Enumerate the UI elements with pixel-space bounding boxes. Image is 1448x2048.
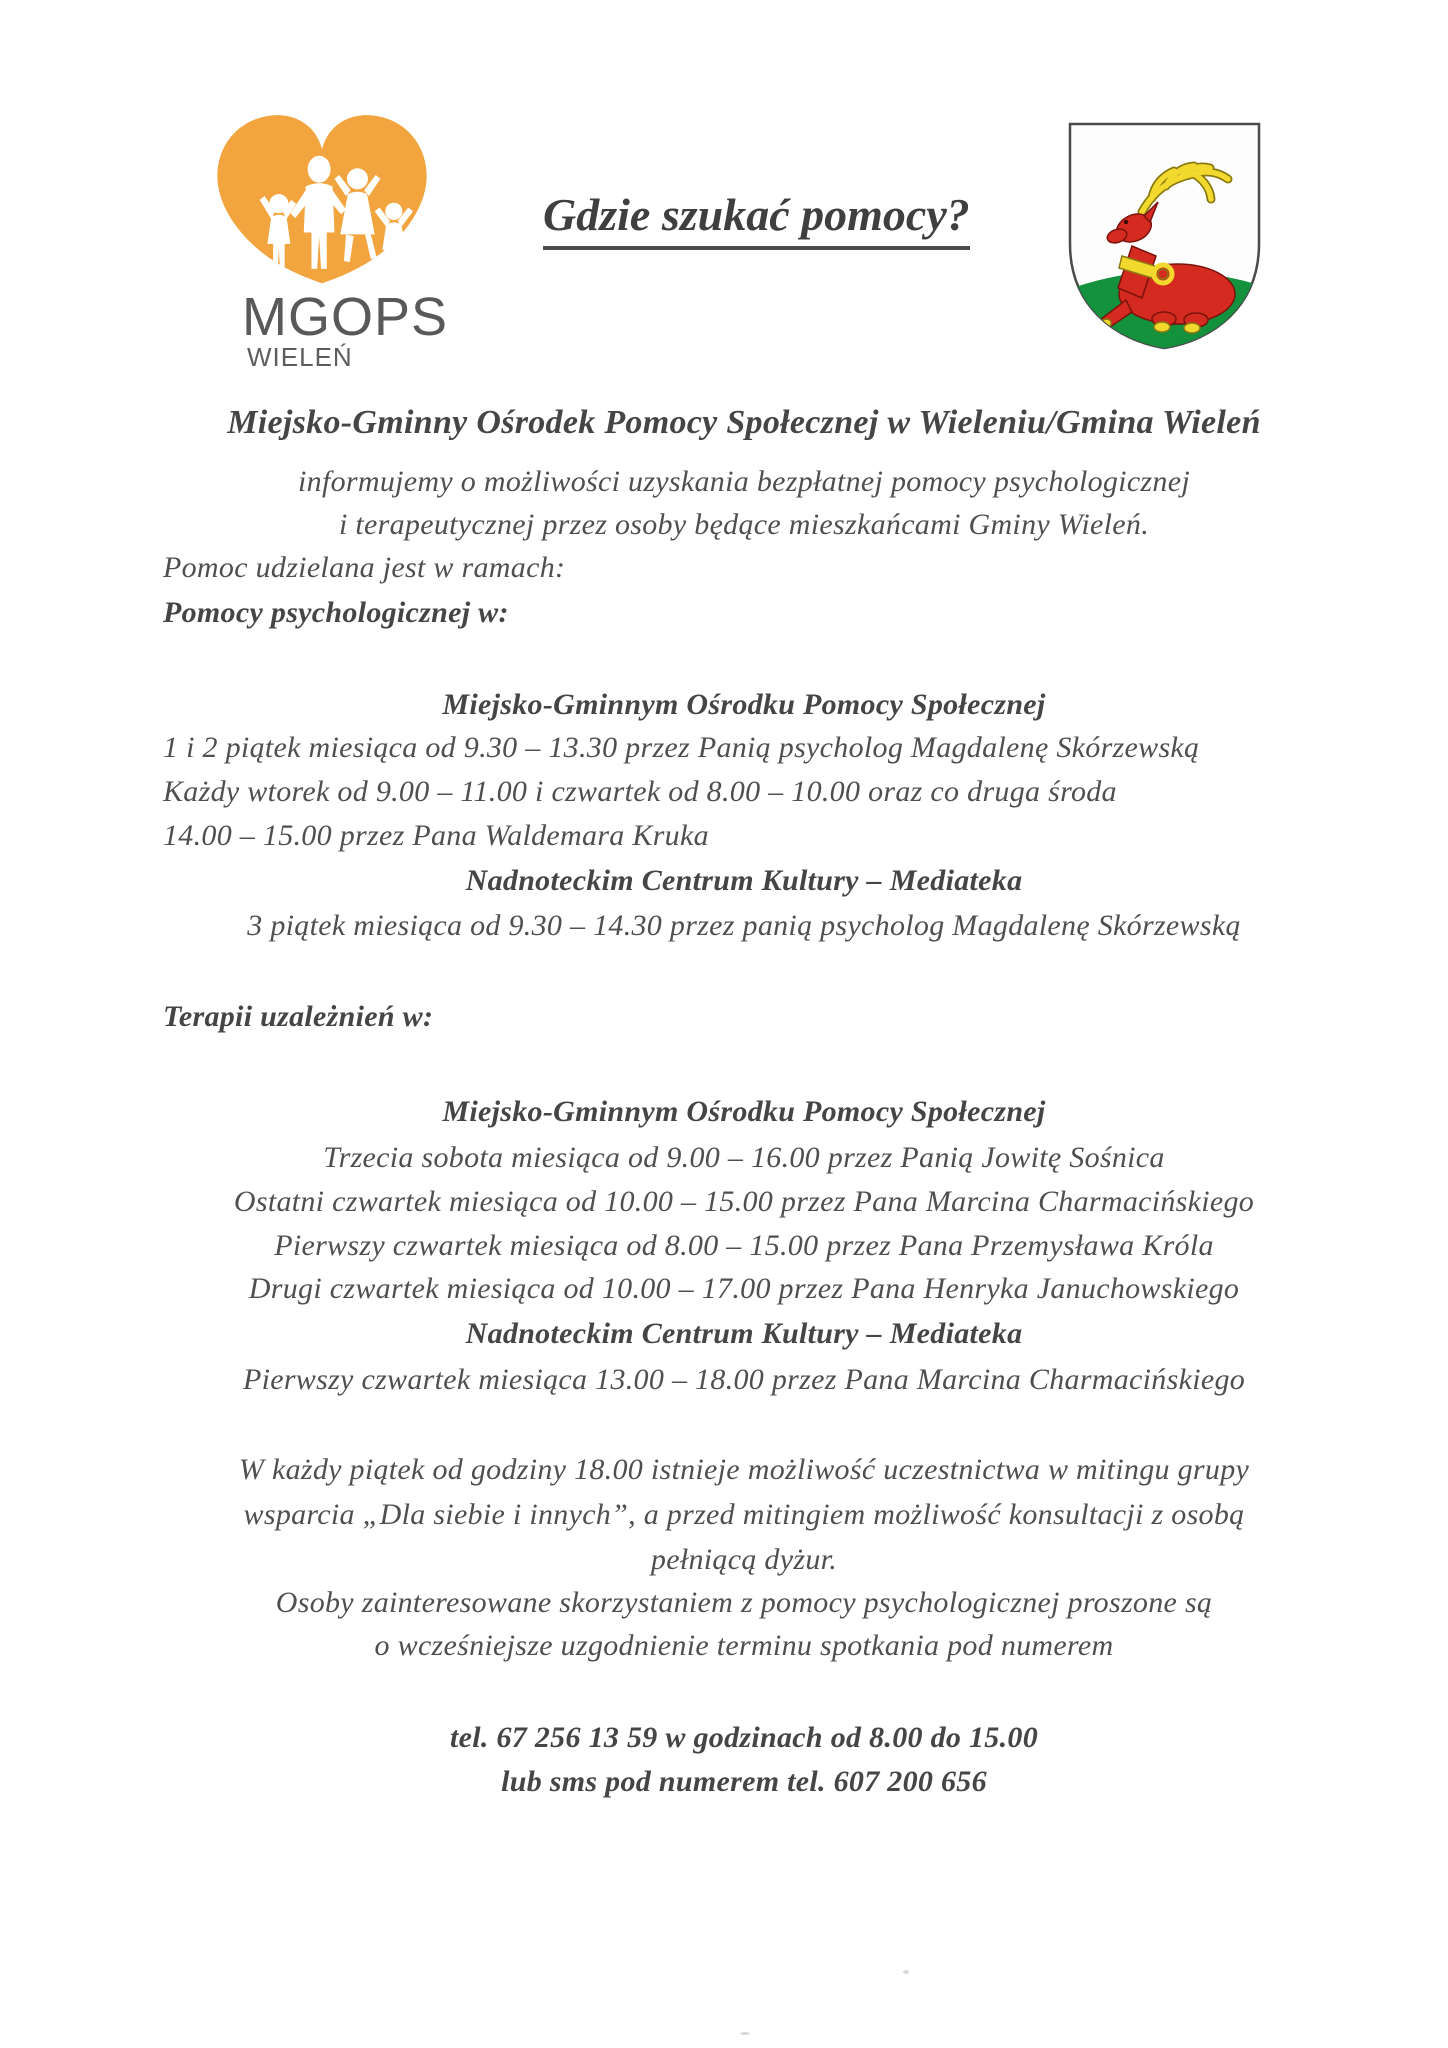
therapy-location-1: Miejsko-Gminnym Ośrodku Pomocy Społecznej: [442, 1095, 1046, 1128]
intro-line-1: informujemy o możliwości uzyskania bezpłatnej pomocy psychologicznej: [298, 465, 1190, 498]
psych-schedule-2: Każdy wtorek od 9.00 – 11.00 i czwartek od 8.00 – 10.00 oraz co druga środa: [163, 775, 1117, 808]
psych-schedule-3: 14.00 – 15.00 przez Pana Waldemara Kruka: [163, 819, 709, 852]
logo-place-name: WIELEŃ: [247, 342, 353, 372]
therapy-location-2: Nadnoteckim Centrum Kultury – Mediateka: [465, 1317, 1023, 1350]
meeting-line-1: W każdy piątek od godziny 18.00 istnieje możliwość uczestnictwa w mitingu grupy: [238, 1453, 1250, 1486]
psych-section-heading: Pomocy psychologicznej w:: [163, 596, 509, 629]
document-body: [163, 0, 1325, 2048]
scan-speck: [740, 2032, 750, 2035]
intro-line-2: i terapeutycznej przez osoby będące mieszkańcami Gminy Wieleń.: [338, 508, 1150, 541]
page-title: Gdzie szukać pomocy?: [543, 188, 970, 250]
meeting-line-4: Osoby zainteresowane skorzystaniem z pomocy psychologicznej proszone są: [275, 1586, 1213, 1619]
psych-schedule-4: 3 piątek miesiąca od 9.30 – 14.30 przez panią psycholog Magdalenę Skórzewską: [247, 909, 1241, 942]
therapy-schedule-3: Pierwszy czwartek miesiąca od 8.00 – 15.00 przez Pana Przemysława Króla: [274, 1229, 1214, 1262]
logo-org-name: MGOPS: [242, 287, 449, 347]
contact-sms-line: lub sms pod numerem tel. 607 200 656: [501, 1765, 987, 1798]
therapy-schedule-5: Pierwszy czwartek miesiąca 13.00 – 18.00 przez Pana Marcina Charmacińskiego: [242, 1363, 1246, 1396]
therapy-schedule-4: Drugi czwartek miesiąca od 10.00 – 17.00 przez Pana Henryka Januchowskiego: [248, 1272, 1240, 1305]
psych-schedule-1: 1 i 2 piątek miesiąca od 9.30 – 13.30 przez Panią psycholog Magdalenę Skórzewską: [163, 731, 1200, 764]
contact-phone-line: tel. 67 256 13 59 w godzinach od 8.00 do 15.00: [450, 1721, 1038, 1754]
intro-heading: Miejsko-Gminny Ośrodek Pomocy Społecznej w Wieleniu/Gmina Wieleń: [227, 404, 1261, 441]
meeting-line-2: wsparcia „Dla siebie i innych”, a przed mitingiem możliwość konsultacji z osobą: [243, 1498, 1245, 1531]
therapy-schedule-1: Trzecia sobota miesiąca od 9.00 – 16.00 przez Panią Jowitę Sośnica: [323, 1141, 1165, 1174]
therapy-section-heading: Terapii uzależnień w:: [163, 1000, 434, 1033]
meeting-line-3: pełniącą dyżur.: [650, 1543, 838, 1576]
intro-line-3: Pomoc udzielana jest w ramach:: [163, 551, 566, 584]
psych-location-1: Miejsko-Gminnym Ośrodku Pomocy Społecznej: [442, 688, 1046, 721]
psych-location-2: Nadnoteckim Centrum Kultury – Mediateka: [465, 864, 1023, 897]
scan-speck: [903, 1970, 909, 1974]
meeting-line-5: o wcześniejsze uzgodnienie terminu spotkania pod numerem: [374, 1629, 1114, 1662]
therapy-schedule-2: Ostatni czwartek miesiąca od 10.00 – 15.00 przez Pana Marcina Charmacińskiego: [233, 1185, 1255, 1218]
